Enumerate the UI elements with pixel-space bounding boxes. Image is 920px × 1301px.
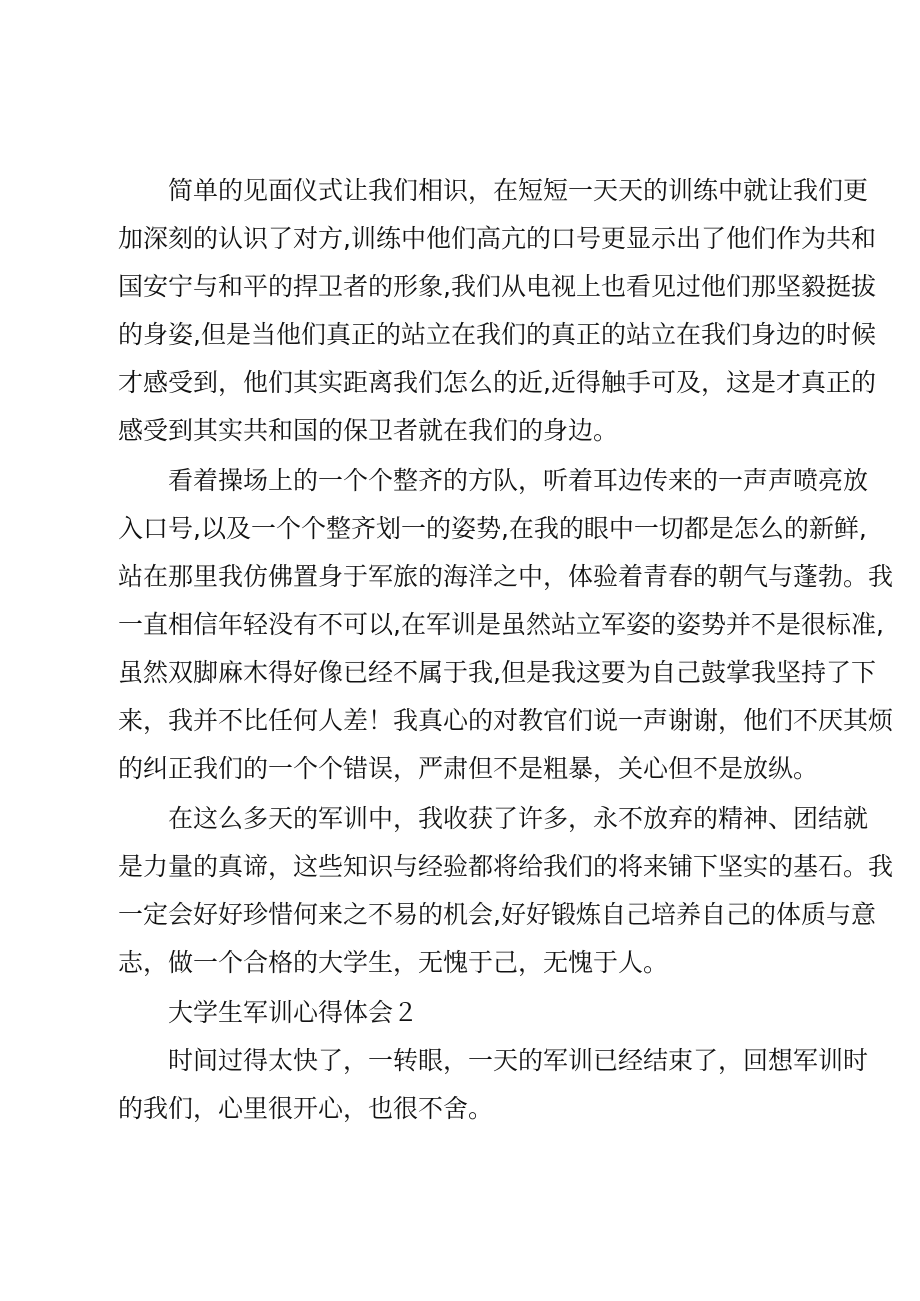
- paragraph-1-line-5: 才感受到，他们其实距离我们怎么的近,近得触手可及，这是才真正的: [118, 368, 876, 397]
- paragraph-5-line-1: 时间过得太快了，一转眼，一天的军训已经结束了，回想军训时: [168, 1046, 869, 1075]
- paragraph-2-line-3: 站在那里我仿佛置身于军旅的海洋之中，体验着青春的朝气与蓬勃。我: [118, 562, 894, 591]
- paragraph-1-line-1: 简单的见面仪式让我们相识，在短短一天天的训练中就让我们更: [168, 176, 869, 205]
- paragraph-3-line-3: 一定会好好珍惜何来之不易的机会,好好锻炼自己培养自己的体质与意: [118, 900, 876, 929]
- paragraph-1-line-3: 国安宁与和平的捍卫者的形象,我们从电视上也看见过他们那坚毅挺拔: [118, 272, 876, 301]
- section-heading: 大学生军训心得体会２: [168, 998, 419, 1027]
- paragraph-2-line-1: 看着操场上的一个个整齐的方队，听着耳边传来的一声声喷亮放: [168, 466, 869, 495]
- paragraph-2-line-7: 的纠正我们的一个个错误，严肃但不是粗暴，关心但不是放纵。: [118, 754, 819, 783]
- paragraph-2-line-2: 入口号,以及一个个整齐划一的姿势,在我的眼中一切都是怎么的新鲜,: [118, 514, 867, 543]
- paragraph-1-line-2: 加深刻的认识了对方,训练中他们高亢的口号更显示出了他们作为共和: [118, 224, 876, 253]
- paragraph-2-line-6: 来，我并不比任何人差！我真心的对教官们说一声谢谢，他们不厌其烦: [118, 706, 894, 735]
- paragraph-2-line-5: 虽然双脚麻木得好像已经不属于我,但是我这要为自己鼓掌我坚持了下: [118, 658, 876, 687]
- paragraph-2-line-4: 一直相信年轻没有不可以,在军训是虽然站立军姿的姿势并不是很标准,: [118, 610, 884, 639]
- paragraph-3-line-2: 是力量的真谛，这些知识与经验都将给我们的将来铺下坚实的基石。我: [118, 852, 894, 881]
- paragraph-1-line-6: 感受到其实共和国的保卫者就在我们的身边。: [118, 416, 619, 445]
- paragraph-5-line-2: 的我们，心里很开心，也很不舍。: [118, 1094, 494, 1123]
- paragraph-1-line-4: 的身姿,但是当他们真正的站立在我们的真正的站立在我们身边的时候: [118, 320, 876, 349]
- paragraph-3-line-1: 在这么多天的军训中，我收获了许多，永不放弃的精神、团结就: [168, 804, 869, 833]
- paragraph-3-line-4: 志，做一个合格的大学生，无愧于己，无愧于人。: [118, 948, 669, 977]
